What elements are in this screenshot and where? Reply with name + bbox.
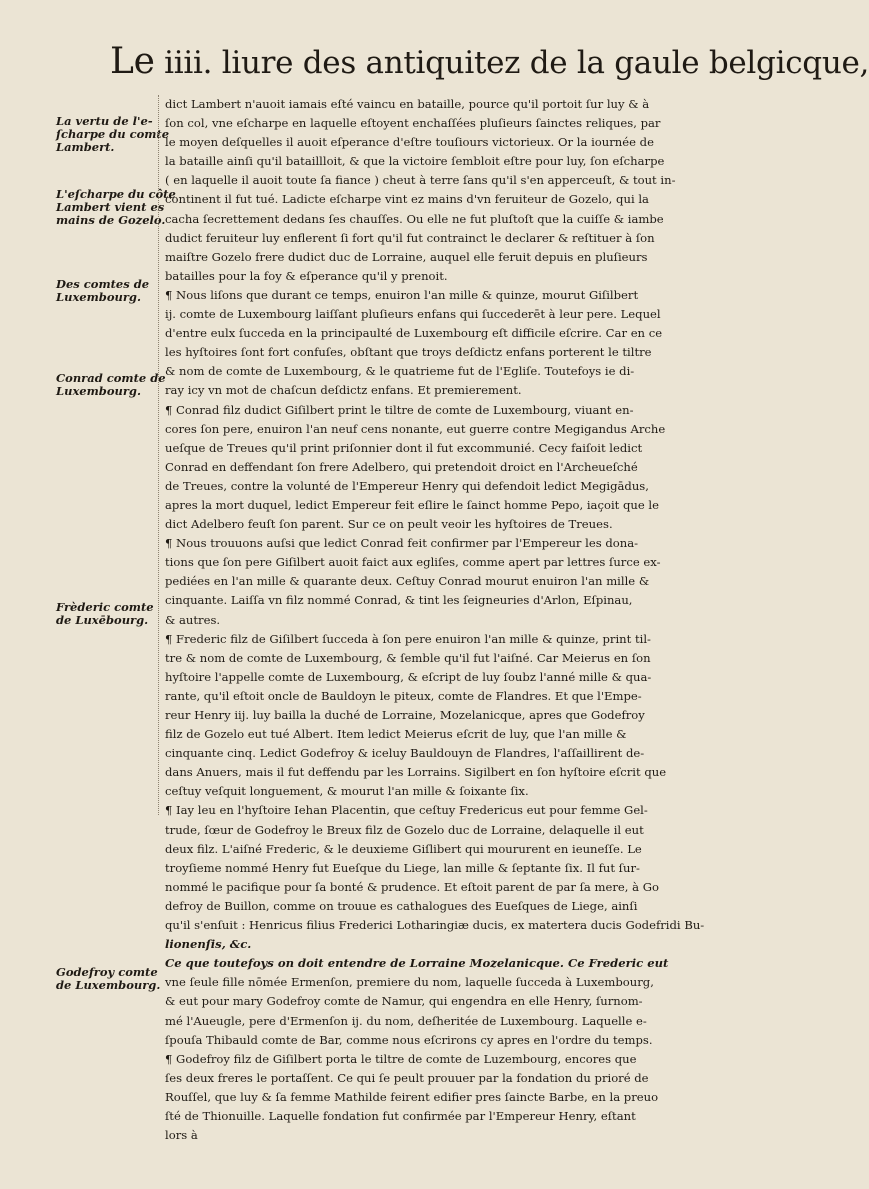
text-line: ſes deux freres le portaſſent. Ce qui ſe peult prouuer par la fondation du prioré de [165, 1070, 649, 1085]
text-line: ¶ Nous liſons que durant ce temps, enuiron l'an mille & quinze, mourut Giſilbert [165, 287, 639, 302]
text-line: qu'il s'enſuit : Henricus filius Frederici Lotharingiæ ducis, ex matertera ducis Godefridi Bu- [165, 918, 705, 933]
text-line: les hyſtoires ſont fort confuſes, obſtant que troys deſdictz enfans porterent le tiltre [165, 345, 652, 360]
text-line: Conrad en deffendant ſon frere Adelbero, qui pretendoit droict en l'Archeueſché [165, 459, 638, 474]
margin-note-line: Des comtes de [56, 277, 150, 291]
margin-note [56, 187, 176, 227]
margin-note [56, 601, 162, 627]
margin-note [56, 966, 162, 992]
text-line: dudict feruiteur luy enflerent ſi fort qu'il fut contrainct le declarer & reſtituer à ſon [165, 230, 655, 245]
text-line: la bataille ainſi qu'il bataillloit, & que la victoire ſembloit eſtre pour luy, ſon eſcharpe [165, 154, 665, 169]
text-line: lionenſis, &c. [165, 937, 252, 952]
margin-note-line: L'eſcharpe du côte [56, 187, 176, 201]
margin-note-line: Godefroy comte [56, 965, 158, 979]
margin-note-line: Lambert. [56, 140, 115, 154]
margin-note [56, 371, 166, 398]
text-line: ¶ Nous trouuons auſsi que ledict Conrad feit confirmer par l'Empereur les dona- [165, 536, 639, 551]
text-line: dict Adelbero feuſt ſon parent. Sur ce on peult veoir les hyſtoires de Treues. [165, 517, 613, 532]
text-line: mé l'Aueugle, pere d'Ermenſon ij. du nom, deſheritée de Luxembourg. Laquelle e- [165, 1013, 647, 1028]
text-line: ¶ Godefroy filz de Giſilbert porta le tiltre de comte de Luzembourg, encores que [165, 1051, 637, 1066]
text-line: maiſtre Gozelo frere dudict duc de Lorraine, auquel elle feruit depuis en pluſieurs [165, 249, 648, 264]
text-line: ſpouſa Thibauld comte de Bar, comme nous eſcrirons cy apres en l'ordre du temps. [165, 1032, 653, 1047]
margin-note [56, 278, 162, 304]
margin-note-line: de Luxēbourg. [56, 613, 149, 627]
text-line: trude, ſœur de Godefroy le Breux filz de Gozelo duc de Lorraine, delaquelle il eut [165, 822, 644, 837]
text-line: rante, qu'il eſtoit oncle de Bauldoyn le piteux, comte de Flandres. Et que l'Empe- [165, 688, 642, 703]
text-line: ſon col, vne eſcharpe en laquelle eſtoyent enchaſſées pluſieurs ſainctes reliques, par [165, 116, 661, 131]
text-line: ſté de Thionuille. Laquelle fondation fut confirmée par l'Empereur Henry, eſtant [165, 1108, 636, 1123]
running-header [110, 40, 869, 85]
text-line: de Treues, contre la volunté de l'Empereur Henry qui defendoit ledict Megigādus, [165, 478, 649, 493]
text-line: le moyen deſquelles il auoit eſperance d'eſtre touſiours victorieux. Or la iournée de [165, 135, 654, 150]
text-line: ¶ Frederic filz de Giſilbert ſucceda à ſon pere enuiron l'an mille & quinze, print til- [165, 631, 651, 646]
text-line: d'entre eulx ſucceda en la principaulté de Luxembourg eſt difficile eſcrire. Car en ce [165, 326, 663, 341]
text-line: reur Henry iij. luy bailla la duché de Lorraine, Mozelanicque, apres que Godefroy [165, 708, 645, 722]
text-line: cacha ſecrettement dedans ſes chauſſes. Ou elle ne fut pluſtoſt que la cuiſſe & iambe [165, 211, 664, 226]
text-line: & autres. [165, 612, 221, 627]
margin-note-line: Frèderic comte [56, 600, 154, 614]
text-line: ¶ Conrad filz dudict Giſilbert print le tiltre de comte de Luxembourg, viuant en- [165, 402, 634, 417]
text-line: ¶ Iay leu en l'hyſtoire Iehan Placentin, que ceſtuy Fredericus eut pour femme Gel- [165, 803, 648, 818]
text-line: hyſtoire l'appelle comte de Luxembourg, & eſcript de luy ſoubz l'anné mille & qua- [165, 669, 652, 684]
margin-note-line: ſcharpe du comte [56, 127, 170, 141]
text-line: & nom de comte de Luxembourg, & le quatrieme fut de l'Egliſe. Toutefoys ie di- [165, 364, 635, 379]
margin-note-line: Lambert vient es [56, 200, 165, 214]
text-line: & eut pour mary Godefroy comte de Namur, qui engendra en elle Henry, ſurnom- [165, 994, 643, 1009]
text-line: apres la mort duquel, ledict Empereur feit eſlire le ſainct homme Pepo, iaçoit que le [165, 497, 660, 512]
text-line: tions que ſon pere Giſilbert auoit faict aux egliſes, comme apert par lettres ſurce ex- [165, 555, 661, 570]
text-line: defroy de Buillon, comme on trouue es cathalogues des Eueſques de Liege, ainſi [165, 898, 638, 913]
text-line: vne ſeule fille nōmée Ermenſon, premiere du nom, laquelle ſucceda à Luxembourg, [165, 975, 654, 990]
header-title: iiii. liure des antiquitez de la gaule belgicque, [154, 45, 869, 81]
margin-note [56, 114, 170, 154]
text-line: cinquante. Laiſſa vn filz nommé Conrad, & tint les ſeigneuries d'Arlon, Eſpinau, [165, 593, 633, 608]
text-line: batailles pour la foy & eſperance qu'il y prenoit. [165, 268, 448, 283]
margin-note-line: mains de Gozelo. [56, 213, 166, 227]
text-line: dans Anuers, mais il fut deffendu par les Lorrains. Sigilbert en ſon hyſtoire eſcrit que [165, 765, 667, 780]
text-line: deux filz. L'aiſné Frederic, & le deuxieme Giſlibert qui moururent en ieuneſſe. Le [165, 841, 642, 856]
header-lead: Le [110, 41, 155, 82]
text-line: ij. comte de Luxembourg laiſſant pluſieurs enfans qui ſuccederēt à leur pere. Lequel [165, 307, 661, 322]
text-line: filz de Gozelo eut tué Albert. Item ledict Meierus eſcrit de luy, que l'an mille & [165, 727, 627, 742]
margin-note-line: Luxembourg. [56, 290, 141, 304]
text-line: nommé le pacifique pour ſa bonté & prudence. Et eſtoit parent de par ſa mere, à Go [165, 879, 659, 894]
text-line: pediées en l'an mille & quarante deux. Ceſtuy Conrad mourut enuiron l'an mille & [165, 574, 650, 589]
text-line: cinquante cinq. Ledict Godefroy & iceluy Bauldouyn de Flandres, l'aſſaillirent de- [165, 746, 645, 761]
text-line: ueſque de Treues qu'il print priſonnier dont il fut excommunié. Cecy faiſoit ledict [165, 440, 643, 455]
text-line: ray icy vn mot de chaſcun deſdictz enfans. Et premierement. [165, 383, 522, 398]
text-line: cores ſon pere, enuiron l'an neuf cens nonante, eut guerre contre Megigandus Arche [165, 421, 666, 436]
margin-note-line: de Luxembourg. [56, 978, 161, 992]
text-line: lors à [165, 1128, 198, 1143]
text-line: Rouſſel, que luy & ſa femme Mathilde feirent edifier pres ſaincte Barbe, en la preuo [165, 1089, 659, 1104]
text-line: tre & nom de comte de Luxembourg, & ſemble qu'il fut l'aiſné. Car Meierus en ſon [165, 650, 651, 665]
text-line: troyſieme nommé Henry fut Eueſque du Liege, lan mille & ſeptante ſix. Il fut ſur- [165, 860, 640, 875]
text-line: dict Lambert n'auoit iamais eſté vaincu en bataille, pource qu'il portoit ſur luy & à [165, 97, 650, 111]
margin-note-line: Conrad comte de [56, 371, 166, 385]
text-line: continent il fut tué. Ladicte eſcharpe vint ez mains d'vn feruiteur de Gozelo, qui la [165, 192, 649, 207]
body-text [165, 95, 705, 1145]
margin-rule [158, 95, 159, 815]
margin-note-line: La vertu de l'e- [56, 114, 153, 128]
margin-note-line: Luxembourg. [56, 384, 141, 398]
text-line: ceſtuy veſquit longuement, & mourut l'an mille & ſoixante ſix. [165, 784, 529, 799]
text-line: Ce que toutefoys on doit entendre de Lorraine Mozelanicque. Ce Frederic eut [165, 956, 669, 971]
text-line: ( en laquelle il auoit toute ſa fiance ) cheut à terre ſans qu'il s'en apperceuſt, & tout in- [165, 173, 676, 188]
